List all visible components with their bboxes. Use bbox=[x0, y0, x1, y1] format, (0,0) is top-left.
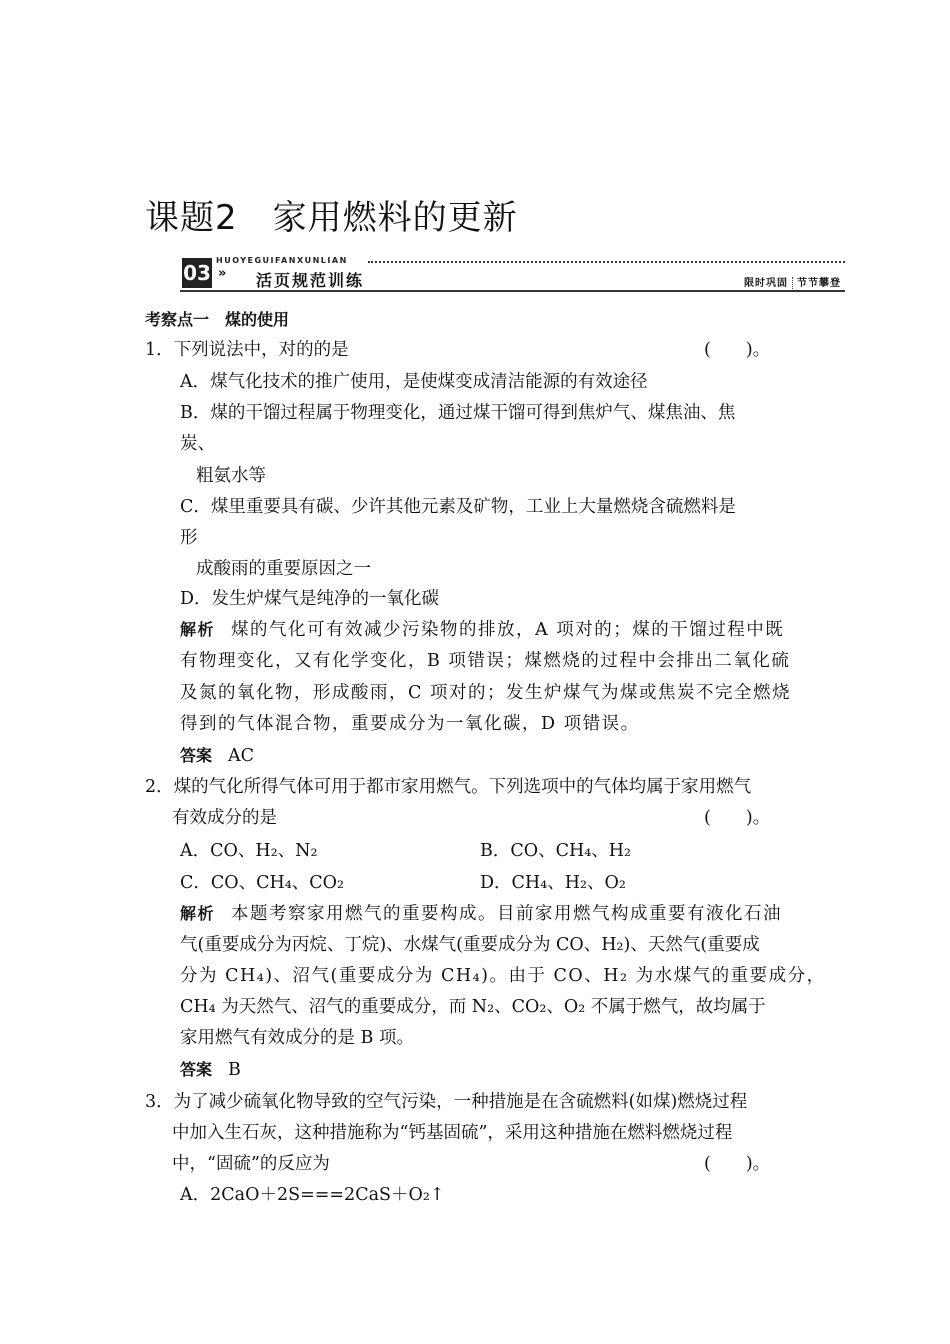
q2-option-d: D．CH₄、H₂、O₂ bbox=[480, 873, 626, 893]
banner-label-a: 限时巩固 bbox=[744, 278, 788, 289]
q2-stem: 2．煤的气化所得气体可用于都市家用燃气。下列选项中的气体均属于家用燃气 bbox=[145, 777, 752, 797]
answer-label: 答案 bbox=[180, 1060, 213, 1079]
q1-option-b-cont2: 粗氨水等 bbox=[196, 466, 266, 486]
q1-option-d: D．发生炉煤气是纯净的一氧化碳 bbox=[180, 589, 440, 609]
q2-answer bbox=[180, 1058, 241, 1082]
q2-analysis-1: 本题考察家用燃气的重要构成。目前家用燃气构成重要有液化石油 bbox=[231, 904, 783, 924]
q3-stem-cont: 中加入生石灰，这种措施称为“钙基固硫”，采用这种措施在燃料燃烧过程 bbox=[172, 1123, 733, 1143]
section-heading: 考察点一 煤的使用 bbox=[145, 310, 290, 329]
q1-answer-value: AC bbox=[228, 746, 255, 766]
banner-label-b: 节节攀登 bbox=[797, 278, 841, 289]
banner-pinyin: HUOYEGUIFANXUNLIAN bbox=[216, 256, 348, 265]
q1-analysis-3: 及氮的氧化物，形成酸雨，C 项对的；发生炉煤气为煤或焦炭不完全燃烧 bbox=[180, 683, 791, 703]
answer-label: 答案 bbox=[180, 746, 213, 765]
q3-paren: ( )。 bbox=[704, 1154, 771, 1174]
banner-title: 活页规范训练 bbox=[256, 271, 365, 290]
q2-paren: ( )。 bbox=[704, 808, 771, 828]
q1-analysis-1: 煤的气化可有效减少污染物的排放，A 项对的；煤的干馏过程中既 bbox=[231, 620, 785, 640]
q1-analysis-2: 有物理变化，又有化学变化，B 项错误；煤燃烧的过程中会排出二氧化硫 bbox=[180, 651, 791, 671]
q1-option-c-cont: 形 bbox=[180, 528, 198, 548]
q3-stem-cont2: 中，“固硫”的反应为 bbox=[172, 1154, 330, 1174]
banner-number: 03 bbox=[182, 258, 212, 288]
q1-option-b-cont: 炭、 bbox=[180, 434, 215, 454]
banner-dotted-rule bbox=[368, 261, 845, 263]
q3-option-a: A．2CaO＋2S===2CaS＋O₂↑ bbox=[180, 1185, 445, 1205]
q1-analysis-4: 得到的气体混合物，重要成分为一氧化碳，D 项错误。 bbox=[180, 714, 640, 734]
q3-stem: 3．为了减少硫氧化物导致的空气污染，一种措施是在含硫燃料(如煤)燃烧过程 bbox=[145, 1092, 748, 1112]
q1-option-b: B．煤的干馏过程属于物理变化，通过煤干馏可得到焦炉气、煤焦油、焦 bbox=[180, 403, 736, 423]
page-title: 课题2 家用燃料的更新 bbox=[145, 198, 518, 238]
section-banner bbox=[180, 254, 845, 294]
q2-analysis bbox=[180, 902, 782, 926]
q1-paren: ( )。 bbox=[704, 340, 771, 360]
q1-option-c: C．煤里重要具有碳、少许其他元素及矿物，工业上大量燃烧含硫燃料是 bbox=[180, 497, 736, 517]
q1-option-a: A．煤气化技术的推广使用，是使煤变成清洁能源的有效途径 bbox=[180, 372, 648, 392]
q1-analysis bbox=[180, 618, 784, 642]
q2-option-c: C．CO、CH₄、CO₂ bbox=[180, 873, 345, 893]
q2-option-b: B．CO、CH₄、H₂ bbox=[480, 841, 632, 861]
analysis-label: 解析 bbox=[180, 904, 216, 923]
q2-analysis-3: 分为 CH₄)、沼气(重要成分为 CH₄)。由于 CO、H₂ 为水煤气的重要成分， bbox=[180, 966, 826, 986]
q2-answer-value: B bbox=[228, 1060, 241, 1080]
q2-stem-cont: 有效成分的是 bbox=[172, 808, 277, 828]
banner-right-labels bbox=[744, 274, 841, 289]
analysis-label: 解析 bbox=[180, 620, 216, 639]
divider bbox=[792, 277, 793, 289]
q2-analysis-2: 气(重要成分为丙烷、丁烷)、水煤气(重要成分为 CO、H₂)、天然气(重要成 bbox=[180, 935, 760, 955]
q2-analysis-4: CH₄ 为天然气、沼气的重要成分，而 N₂、CO₂、O₂ 不属于燃气，故均属于 bbox=[180, 997, 766, 1017]
q2-option-a: A．CO、H₂、N₂ bbox=[180, 841, 318, 861]
banner-rule bbox=[180, 290, 845, 292]
chevron-icon: » bbox=[218, 266, 227, 281]
q1-stem: 1．下列说法中，对的的是 bbox=[145, 340, 349, 360]
q1-option-c-cont2: 成酸雨的重要原因之一 bbox=[196, 559, 371, 579]
q1-answer bbox=[180, 744, 254, 768]
q2-analysis-5: 家用燃气有效成分的是 B 项。 bbox=[180, 1028, 414, 1048]
